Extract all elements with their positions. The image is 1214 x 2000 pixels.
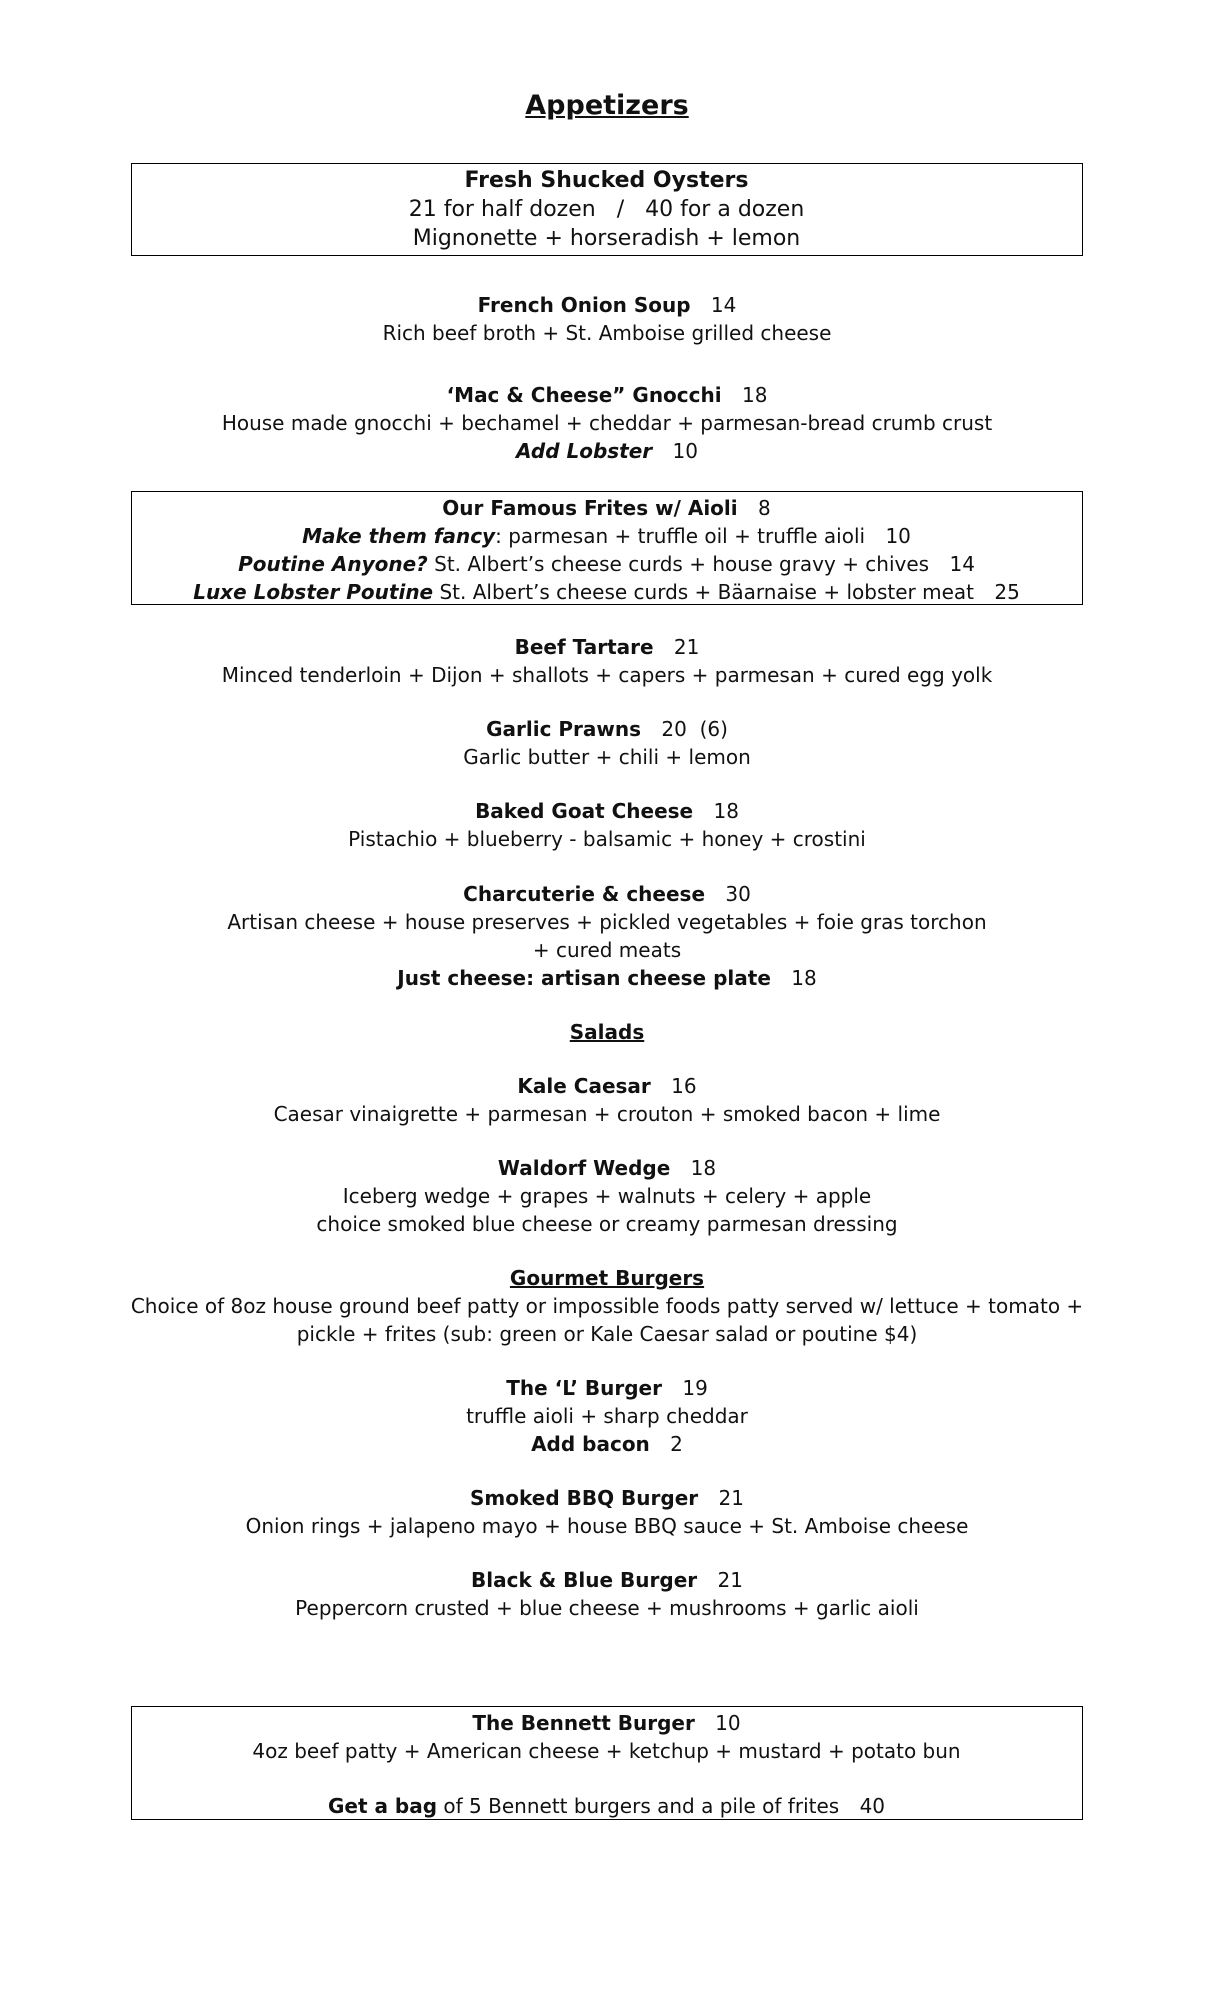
l-burger-addon-label: Add bacon xyxy=(531,1432,650,1456)
prawns-name: Garlic Prawns xyxy=(486,717,642,741)
gnocchi-addon xyxy=(0,437,1214,465)
goat-heading xyxy=(0,797,1214,825)
gnocchi-addon-price: 10 xyxy=(672,439,698,463)
bbq-price: 21 xyxy=(718,1486,744,1510)
frites-poutine xyxy=(0,550,1214,578)
gnocchi-price: 18 xyxy=(741,383,768,407)
onion-soup-desc: Rich beef broth + St. Amboise grilled cheese xyxy=(382,321,832,345)
kale-heading xyxy=(0,1072,1214,1100)
oysters-box xyxy=(131,163,1083,256)
goat-desc: Pistachio + blueberry - balsamic + honey + crostini xyxy=(348,827,866,851)
bennett-box xyxy=(131,1706,1083,1820)
charcuterie-extra-price: 18 xyxy=(791,966,817,990)
prawns-heading xyxy=(0,715,1214,743)
kale-price: 16 xyxy=(671,1074,697,1098)
black-blue-price: 21 xyxy=(717,1568,743,1592)
frites-poutine-price: 14 xyxy=(949,552,975,576)
frites-heading xyxy=(0,494,1214,522)
kale-name: Kale Caesar xyxy=(517,1074,651,1098)
black-blue-heading xyxy=(0,1566,1214,1594)
charcuterie-price: 30 xyxy=(725,882,751,906)
bennett-name: The Bennett Burger xyxy=(472,1711,695,1735)
waldorf-desc-1: Iceberg wedge + grapes + walnuts + celery + apple xyxy=(342,1184,872,1208)
black-blue-name: Black & Blue Burger xyxy=(471,1568,698,1592)
bennett-bag-price: 40 xyxy=(859,1794,886,1818)
page-title: Appetizers xyxy=(525,90,689,121)
charcuterie-name: Charcuterie & cheese xyxy=(463,882,706,906)
bennett-bag xyxy=(0,1792,1214,1820)
frites-name: Our Famous Frites w/ Aioli xyxy=(442,496,738,520)
oysters-half: 21 for half dozen xyxy=(408,197,596,222)
waldorf-desc-2: choice smoked blue cheese or creamy parmesan dressing xyxy=(316,1212,898,1236)
waldorf-price: 18 xyxy=(690,1156,717,1180)
burgers-intro-1: Choice of 8oz house ground beef patty or impossible foods patty served w/ lettuce + tomato + xyxy=(130,1294,1084,1318)
charcuterie-heading xyxy=(0,880,1214,908)
tartare-name: Beef Tartare xyxy=(514,635,654,659)
gnocchi-addon-label: Add Lobster xyxy=(516,439,653,463)
gnocchi-desc: House made gnocchi + bechamel + cheddar + parmesan-bread crumb crust xyxy=(221,411,993,435)
salads-title: Salads xyxy=(569,1020,645,1044)
bbq-heading xyxy=(0,1484,1214,1512)
gnocchi-name: ‘Mac & Cheese” Gnocchi xyxy=(446,383,722,407)
tartare-heading xyxy=(0,633,1214,661)
l-burger-desc: truffle aioli + sharp cheddar xyxy=(466,1404,748,1428)
frites-fancy-price: 10 xyxy=(885,524,911,548)
waldorf-name: Waldorf Wedge xyxy=(497,1156,671,1180)
frites-fancy-label: Make them fancy xyxy=(302,524,496,548)
charcuterie-desc-2: + cured meats xyxy=(532,938,682,962)
goat-name: Baked Goat Cheese xyxy=(475,799,694,823)
frites-luxe-price: 25 xyxy=(994,580,1020,604)
oysters-dozen: 40 for a dozen xyxy=(645,197,805,222)
frites-poutine-desc: St. Albert’s cheese curds + house gravy + chives xyxy=(427,552,930,576)
bennett-bag-label: Get a bag xyxy=(327,1794,438,1818)
prawns-desc: Garlic butter + chili + lemon xyxy=(463,745,751,769)
onion-soup-heading xyxy=(0,291,1214,319)
tartare-desc: Minced tenderloin + Dijon + shallots + capers + parmesan + cured egg yolk xyxy=(221,663,993,687)
frites-fancy xyxy=(0,522,1214,550)
onion-soup-price: 14 xyxy=(710,293,737,317)
bennett-bag-desc: of 5 Bennett burgers and a pile of frites xyxy=(437,1794,840,1818)
bennett-price: 10 xyxy=(715,1711,741,1735)
kale-desc: Caesar vinaigrette + parmesan + crouton + smoked bacon + lime xyxy=(273,1102,941,1126)
l-burger-price: 19 xyxy=(682,1376,708,1400)
frites-poutine-label: Poutine Anyone? xyxy=(238,552,428,576)
prawns-price: 20 (6) xyxy=(661,717,728,741)
tartare-price: 21 xyxy=(673,635,700,659)
bennett-heading xyxy=(0,1709,1214,1737)
frites-luxe-label: Luxe Lobster Poutine xyxy=(193,580,434,604)
l-burger-addon-price: 2 xyxy=(670,1432,683,1456)
frites-price: 8 xyxy=(758,496,771,520)
bbq-name: Smoked BBQ Burger xyxy=(470,1486,699,1510)
frites-luxe xyxy=(0,578,1214,606)
frites-luxe-desc: St. Albert’s cheese curds + Bäarnaise + lobster meat xyxy=(433,580,974,604)
charcuterie-extra xyxy=(0,964,1214,992)
goat-price: 18 xyxy=(713,799,739,823)
l-burger-heading xyxy=(0,1374,1214,1402)
charcuterie-extra-label: Just cheese: artisan cheese plate xyxy=(397,966,771,990)
l-burger-name: The ‘L’ Burger xyxy=(506,1376,662,1400)
frites-fancy-desc: : parmesan + truffle oil + truffle aioli xyxy=(495,524,866,548)
charcuterie-desc-1: Artisan cheese + house preserves + pickled vegetables + foie gras torchon xyxy=(227,910,987,934)
bbq-desc: Onion rings + jalapeno mayo + house BBQ sauce + St. Amboise cheese xyxy=(245,1514,969,1538)
oysters-separator: / xyxy=(616,197,625,222)
frites-box xyxy=(131,491,1083,605)
onion-soup-name: French Onion Soup xyxy=(477,293,691,317)
black-blue-desc: Peppercorn crusted + blue cheese + mushrooms + garlic aioli xyxy=(295,1596,919,1620)
l-burger-addon xyxy=(0,1430,1214,1458)
oysters-name: Fresh Shucked Oysters xyxy=(464,168,749,193)
burgers-intro-2: pickle + frites (sub: green or Kale Caesar salad or poutine $4) xyxy=(296,1322,918,1346)
burgers-title: Gourmet Burgers xyxy=(509,1266,705,1290)
bennett-desc: 4oz beef patty + American cheese + ketchup + mustard + potato bun xyxy=(252,1739,961,1763)
oysters-prices xyxy=(0,195,1214,225)
waldorf-heading xyxy=(0,1154,1214,1182)
gnocchi-heading xyxy=(0,381,1214,409)
oysters-desc: Mignonette + horseradish + lemon xyxy=(412,226,801,251)
